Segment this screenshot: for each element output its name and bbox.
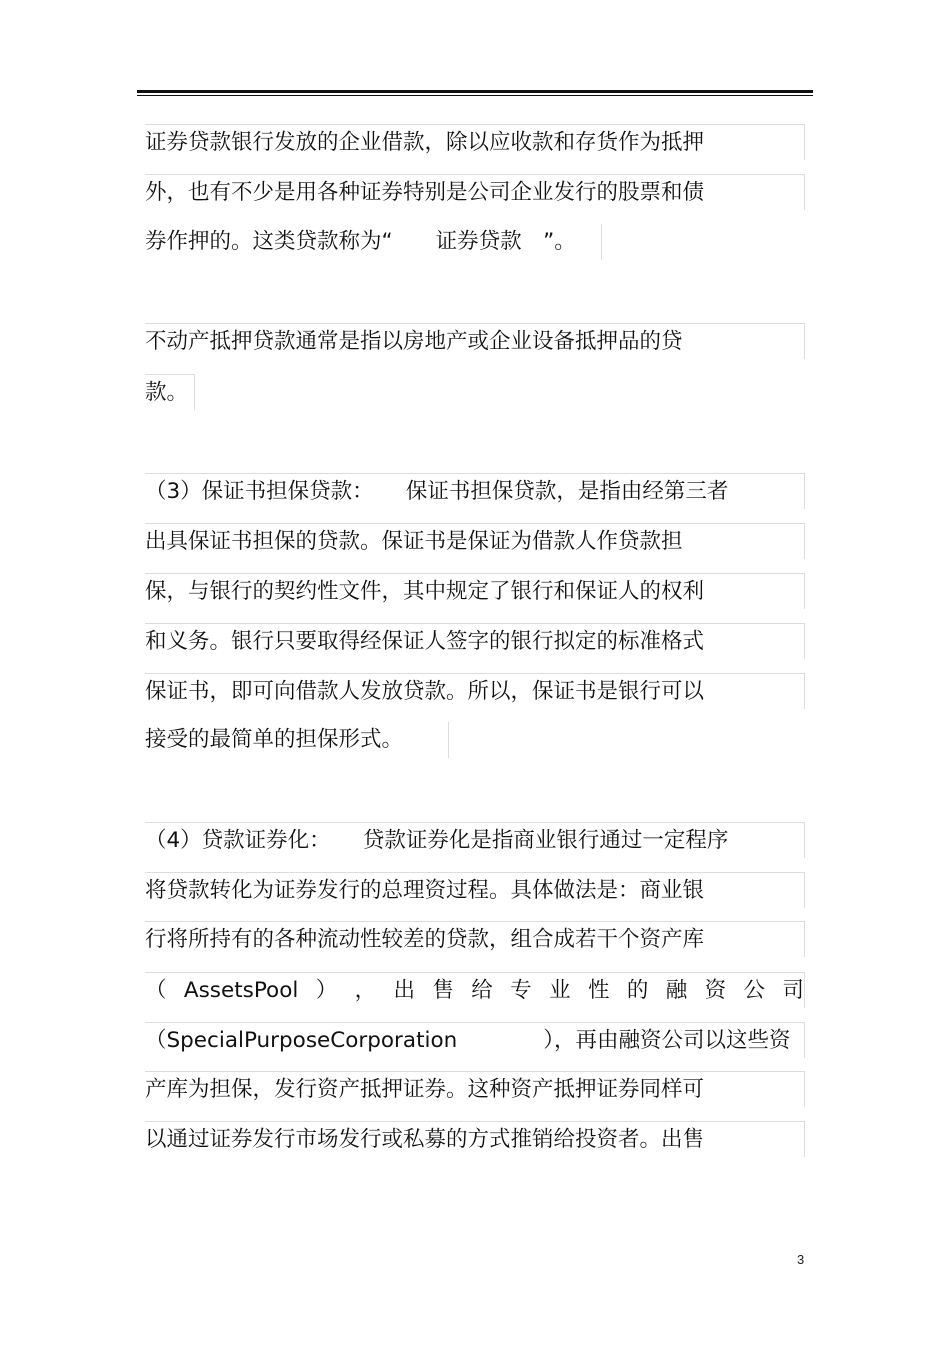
text-fragment: 出 <box>393 978 416 1003</box>
text-line: 外，也有不少是用各种证券特别是公司企业发行的股票和债 <box>145 174 805 210</box>
text-fragment: 融 <box>665 978 688 1003</box>
text-line: （3）保证书担保贷款： 保证书担保贷款，是指由经第三者 <box>145 473 805 509</box>
text-line: 不动产抵押贷款通常是指以房地产或企业设备抵押品的贷 <box>145 323 805 359</box>
text-line: 和义务。银行只要取得经保证人签字的银行拟定的标准格式 <box>145 623 805 659</box>
text-line-justified <box>145 972 805 1008</box>
text-fragment: 公 <box>743 978 766 1003</box>
text-line: 保证书，即可向借款人发放贷款。所以，保证书是银行可以 <box>145 673 805 709</box>
text-line: （SpecialPurposeCorporation ），再由融资公司以这些资 <box>145 1022 805 1058</box>
text-line: 出具保证书担保的贷款。保证书是保证为借款人作贷款担 <box>145 523 805 559</box>
text-fragment: （ <box>145 978 167 1003</box>
text-fragment: 的 <box>626 978 649 1003</box>
text-fragment: AssetsPool <box>183 978 299 1003</box>
text-fragment: ） <box>315 978 338 1003</box>
text-line: 产库为担保，发行资产抵押证券。这种资产抵押证券同样可 <box>145 1071 805 1107</box>
text-line: 证券贷款银行发放的企业借款，除以应收款和存货作为抵押 <box>145 124 805 160</box>
text-line: 以通过证券发行市场发行或私募的方式推销给投资者。出售 <box>145 1121 805 1157</box>
page-number: 3 <box>797 1252 805 1267</box>
text-line: （4）贷款证券化： 贷款证券化是指商业银行通过一定程序 <box>145 822 805 858</box>
text-fragment: 性 <box>587 978 610 1003</box>
text-fragment: ， <box>354 978 377 1003</box>
text-fragment: 给 <box>471 978 493 1003</box>
text-fragment: 售 <box>432 978 454 1003</box>
text-line: 接受的最简单的担保形式。 <box>145 722 449 758</box>
header-rule-thick <box>137 90 813 93</box>
text-fragment: 司 <box>782 978 804 1003</box>
text-fragment: 专 <box>510 978 532 1003</box>
text-line: 将贷款转化为证券发行的总理资过程。具体做法是：商业银 <box>145 872 805 908</box>
text-line: 款。 <box>145 374 195 410</box>
text-line: 券作押的。这类贷款称为“ 证券贷款 ”。 <box>145 224 602 260</box>
text-fragment: 资 <box>704 978 727 1003</box>
text-line: 行将所持有的各种流动性较差的贷款，组合成若干个资产库 <box>145 921 805 957</box>
text-line: 保，与银行的契约性文件，其中规定了银行和保证人的权利 <box>145 573 805 609</box>
text-fragment: 业 <box>549 978 571 1003</box>
header-rule-thin <box>137 95 813 96</box>
